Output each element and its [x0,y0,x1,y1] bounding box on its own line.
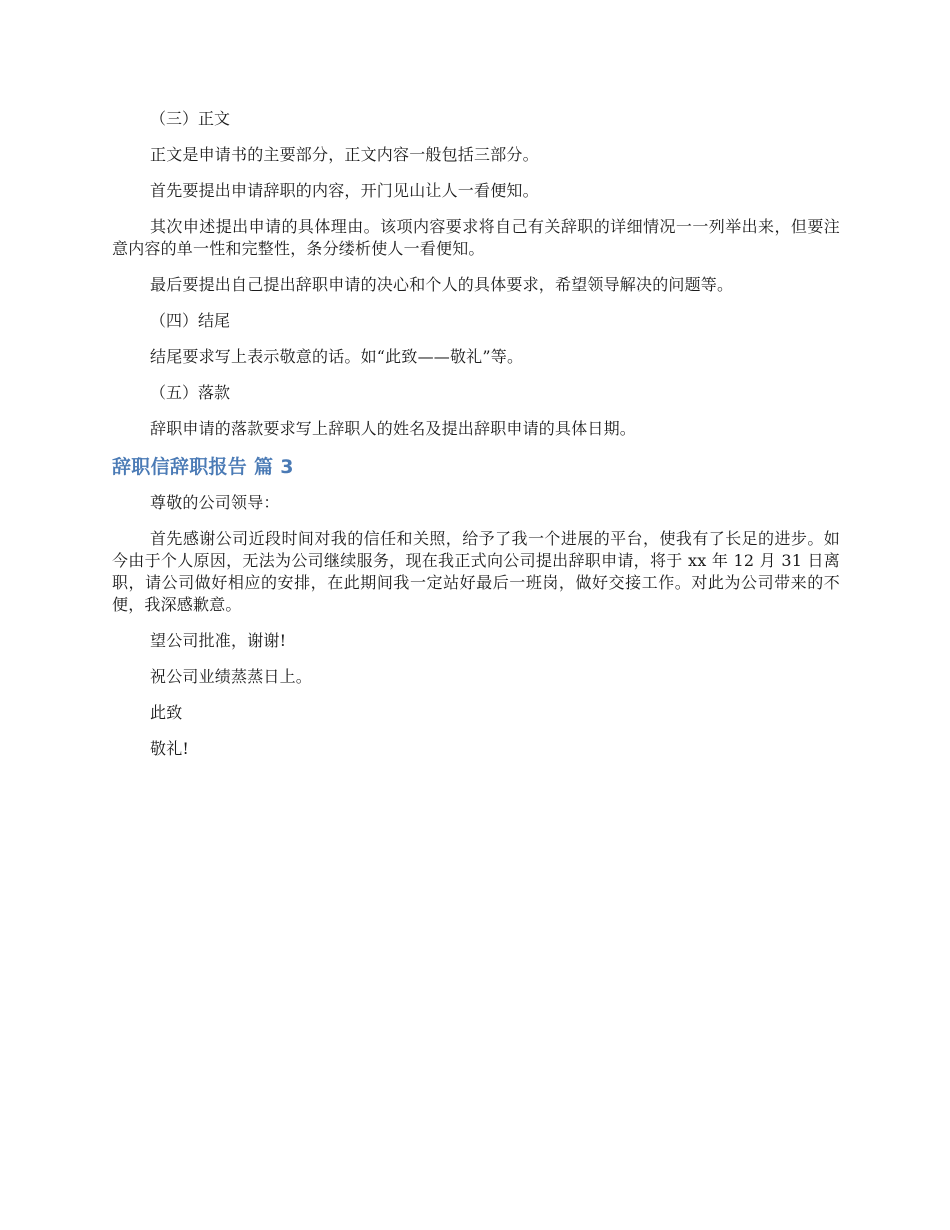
article-3-heading: 辞职信辞职报告 篇 3 [112,456,294,478]
section-four-title: （四）结尾 [150,311,231,330]
section-three-title: （三）正文 [150,109,231,128]
letter-closing-2: 敬礼! [150,739,190,758]
section-five-title: （五）落款 [150,383,231,402]
section-three-paragraph-4: 最后要提出自己提出辞职申请的决心和个人的具体要求，希望领导解决的问题等。 [150,275,734,294]
letter-closing-1: 此致 [150,703,183,722]
section-four-paragraph: 结尾要求写上表示敬意的话。如“此致——敬礼”等。 [150,347,524,366]
document-page [112,108,840,774]
section-three-paragraph-2: 首先要提出申请辞职的内容，开门见山让人一看便知。 [150,181,539,200]
section-three-paragraph-3: 其次申述提出申请的具体理由。该项内容要求将自己有关辞职的详细情况一一列举出来，但要注意内容的单一性和完整性，条分缕析使人一看便知。 [112,217,840,258]
letter-request: 望公司批准，谢谢! [150,631,287,650]
section-five-paragraph: 辞职申请的落款要求写上辞职人的姓名及提出辞职申请的具体日期。 [150,419,637,438]
letter-body: 首先感谢公司近段时间对我的信任和关照，给予了我一个进展的平台，使我有了长足的进步。如今由于个人原因，无法为公司继续服务，现在我正式向公司提出辞职申请，将于 xx 年 12 月 31 日离职，请公司做好相应的安排，在此期间我一定站好最后一班岗，做好交接工作。对此为公司带来的不便，我深感歉意。 [112,529,840,614]
letter-salutation: 尊敬的公司领导： [150,493,280,512]
letter-wish: 祝公司业绩蒸蒸日上。 [150,667,313,686]
section-three-paragraph-1: 正文是申请书的主要部分，正文内容一般包括三部分。 [150,145,539,164]
